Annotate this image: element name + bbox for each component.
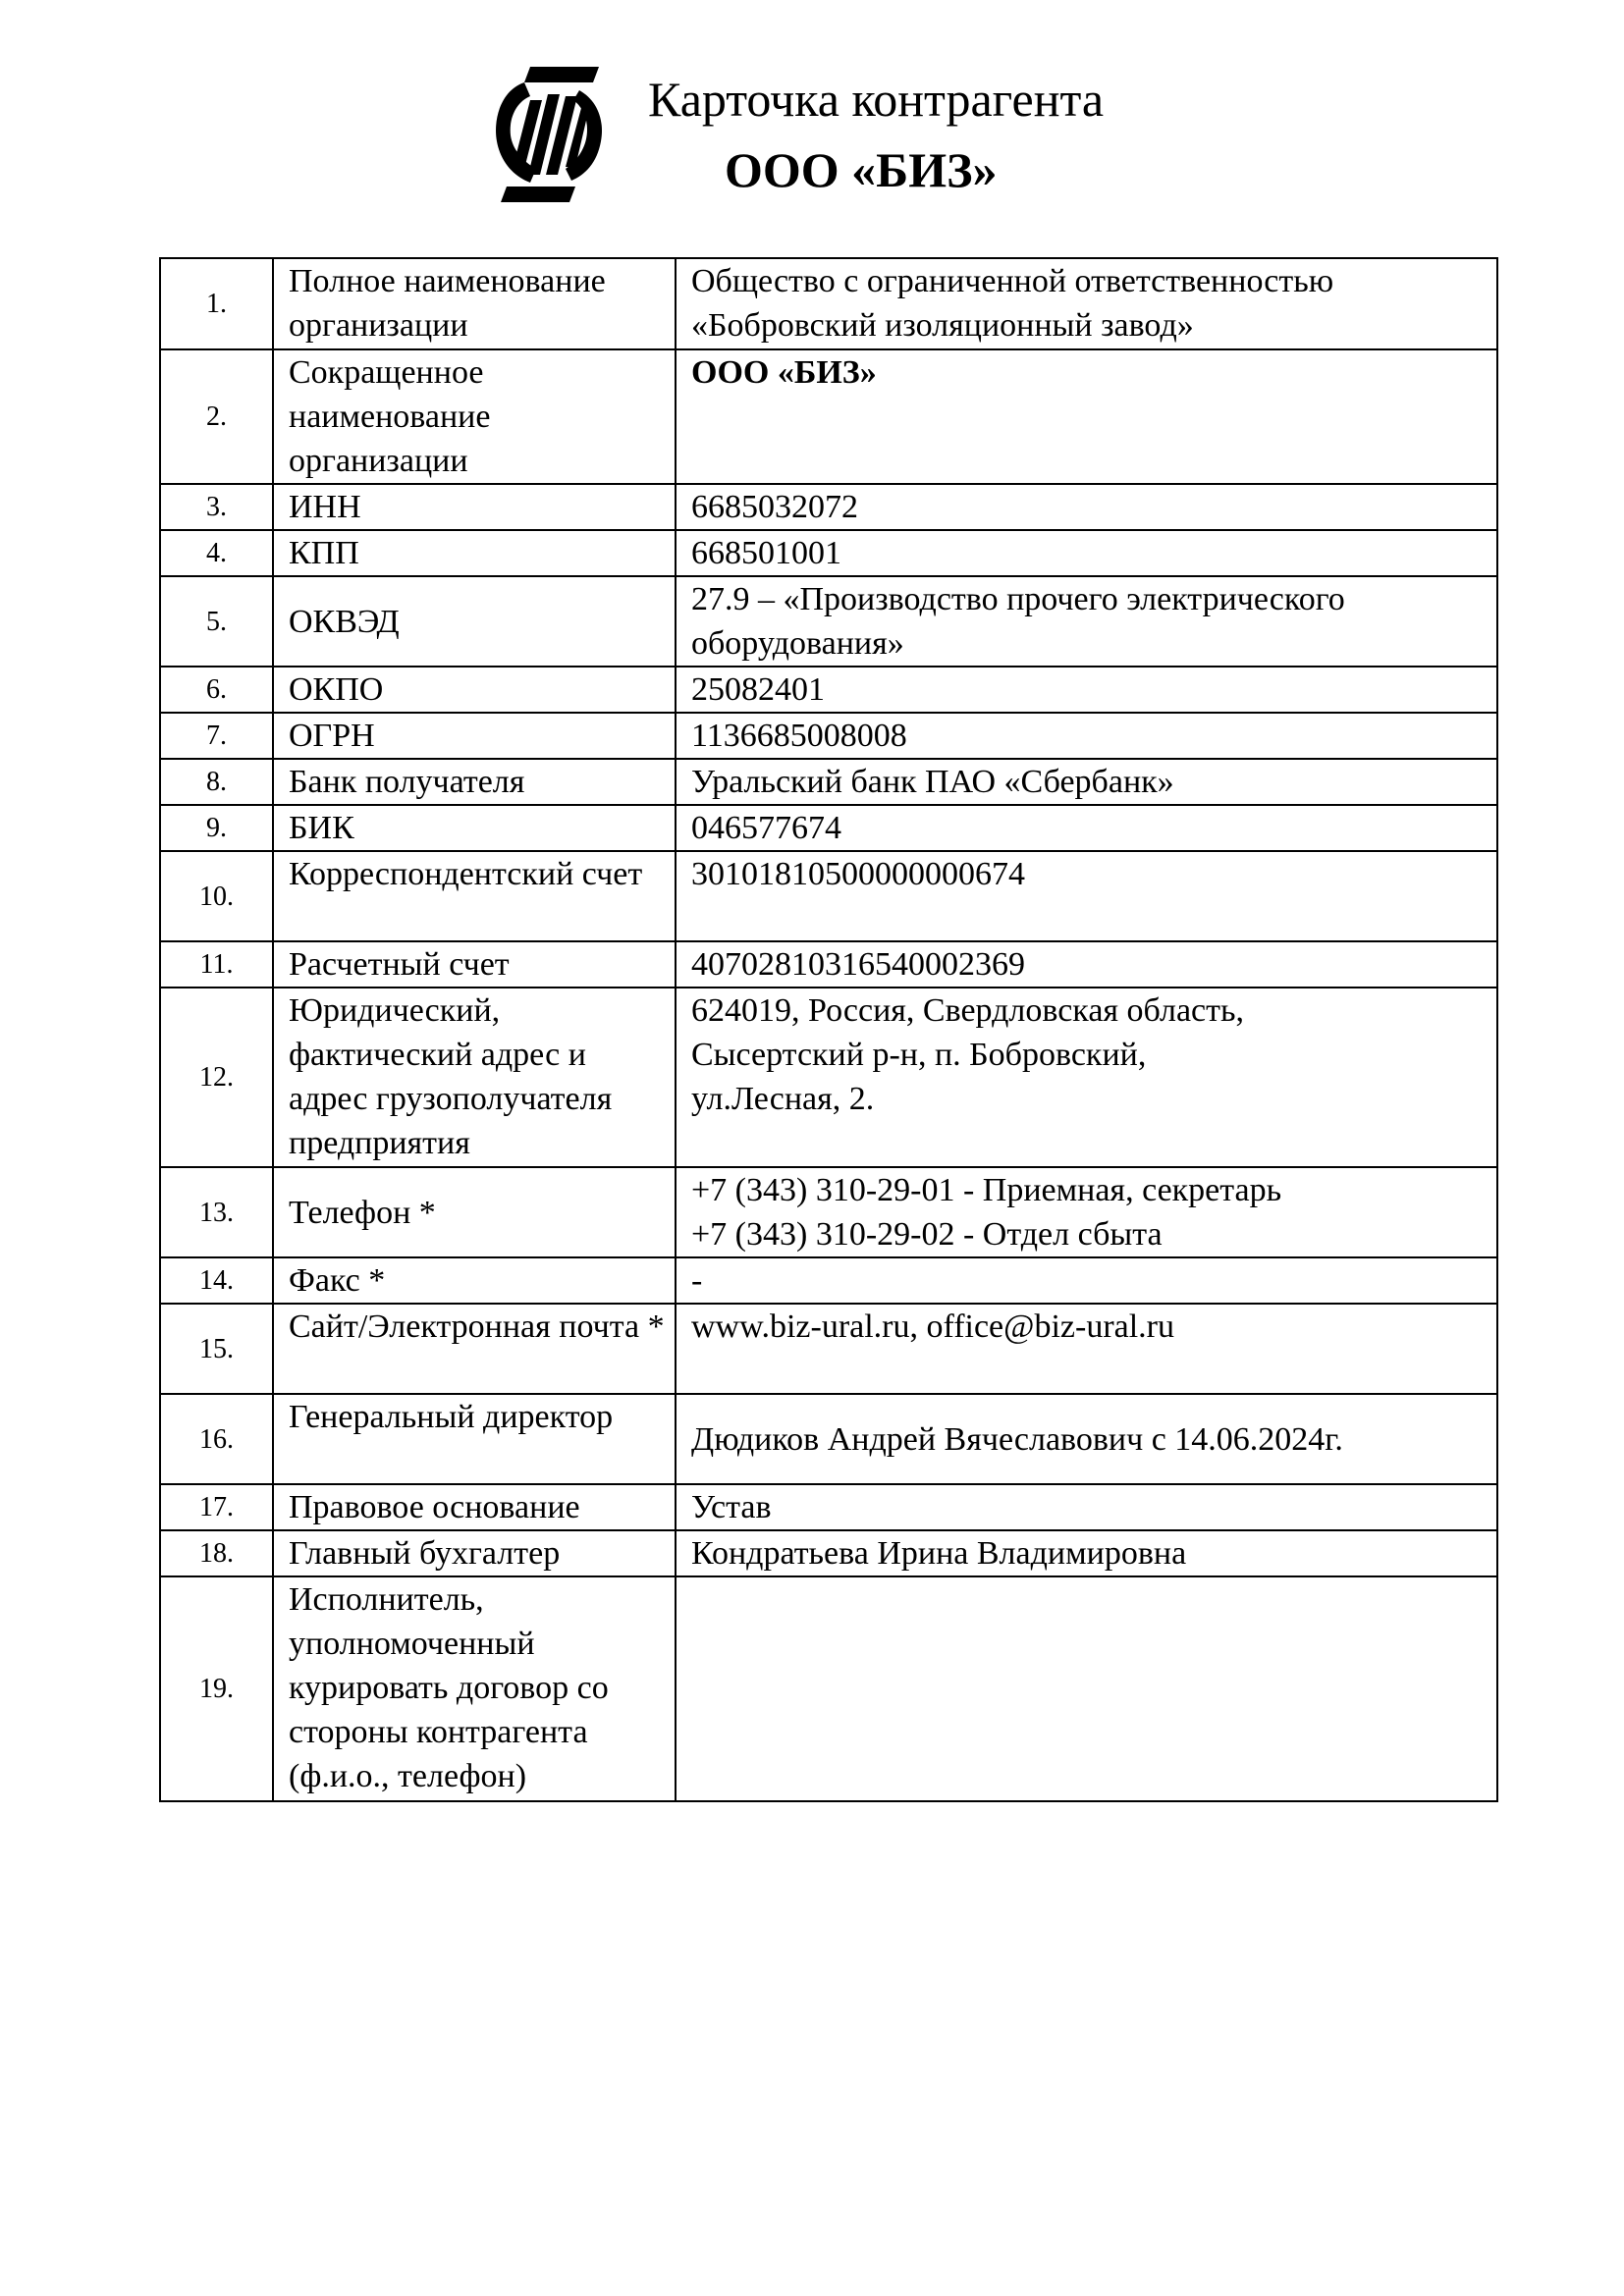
value-line: 6685032072 bbox=[691, 489, 858, 525]
table-row bbox=[160, 1304, 1497, 1394]
row-label: Юридический, фактический адрес и адрес грузополучателя предприятия bbox=[273, 988, 676, 1167]
row-label: БИК bbox=[273, 805, 676, 851]
value-line: - bbox=[691, 1262, 703, 1299]
counterparty-card-table bbox=[159, 257, 1498, 1802]
table-row bbox=[160, 576, 1497, 667]
row-value bbox=[676, 258, 1497, 349]
row-value bbox=[676, 484, 1497, 530]
row-number: 1. bbox=[160, 258, 273, 349]
row-number: 13. bbox=[160, 1167, 273, 1257]
row-value bbox=[676, 1304, 1497, 1394]
row-label: Расчетный счет bbox=[273, 941, 676, 988]
row-label: Генеральный директор bbox=[273, 1394, 676, 1484]
row-label: Сайт/Электронная почта * bbox=[273, 1304, 676, 1394]
row-value bbox=[676, 988, 1497, 1167]
table-row bbox=[160, 1484, 1497, 1530]
value-line: +7 (343) 310-29-02 - Отдел сбыта bbox=[691, 1216, 1163, 1253]
row-label: Факс * bbox=[273, 1257, 676, 1304]
row-label: Корреспондентский счет bbox=[273, 851, 676, 941]
table-row bbox=[160, 941, 1497, 988]
row-label: ИНН bbox=[273, 484, 676, 530]
table-row bbox=[160, 484, 1497, 530]
row-value bbox=[676, 1576, 1497, 1801]
row-value bbox=[676, 759, 1497, 805]
row-label: Сокращенное наименование организации bbox=[273, 349, 676, 484]
row-number: 15. bbox=[160, 1304, 273, 1394]
row-value bbox=[676, 667, 1497, 713]
table-row bbox=[160, 988, 1497, 1167]
row-number: 18. bbox=[160, 1530, 273, 1576]
row-value bbox=[676, 1257, 1497, 1304]
row-label: Главный бухгалтер bbox=[273, 1530, 676, 1576]
row-number: 3. bbox=[160, 484, 273, 530]
value-line: Уральский банк ПАО «Сбербанк» bbox=[691, 764, 1174, 800]
value-line: 1136685008008 bbox=[691, 718, 907, 754]
value-line: оборудования» bbox=[691, 625, 904, 662]
row-value bbox=[676, 941, 1497, 988]
value-line: Общество с ограниченной ответственностью bbox=[691, 263, 1334, 299]
row-value bbox=[676, 713, 1497, 759]
table-row bbox=[160, 805, 1497, 851]
value-line: 25082401 bbox=[691, 671, 825, 708]
row-number: 12. bbox=[160, 988, 273, 1167]
value-line: +7 (343) 310-29-01 - Приемная, секретарь bbox=[691, 1172, 1282, 1208]
row-label: Правовое основание bbox=[273, 1484, 676, 1530]
row-label: КПП bbox=[273, 530, 676, 576]
row-number: 14. bbox=[160, 1257, 273, 1304]
biz-logo-icon bbox=[491, 61, 609, 208]
row-number: 5. bbox=[160, 576, 273, 667]
value-line: 40702810316540002369 bbox=[691, 946, 1025, 983]
row-number: 6. bbox=[160, 667, 273, 713]
table-row bbox=[160, 1257, 1497, 1304]
table-row bbox=[160, 258, 1497, 349]
row-number: 16. bbox=[160, 1394, 273, 1484]
row-number: 9. bbox=[160, 805, 273, 851]
row-value bbox=[676, 805, 1497, 851]
row-number: 8. bbox=[160, 759, 273, 805]
row-label: ОГРН bbox=[273, 713, 676, 759]
table-row bbox=[160, 1576, 1497, 1801]
value-line: www.biz-ural.ru, office@biz-ural.ru bbox=[691, 1308, 1175, 1345]
row-label: Банк получателя bbox=[273, 759, 676, 805]
value-line: 27.9 – «Производство прочего электрического bbox=[691, 581, 1345, 617]
row-value bbox=[676, 1530, 1497, 1576]
value-line: 046577674 bbox=[691, 810, 841, 846]
row-value bbox=[676, 349, 1497, 484]
table-row bbox=[160, 530, 1497, 576]
row-value bbox=[676, 1167, 1497, 1257]
value-line: Устав bbox=[691, 1489, 772, 1525]
table-row bbox=[160, 1167, 1497, 1257]
table-row bbox=[160, 851, 1497, 941]
table-row bbox=[160, 713, 1497, 759]
value-line: 30101810500000000674 bbox=[691, 856, 1025, 892]
value-line: Дюдиков Андрей Вячеславович с 14.06.2024г. bbox=[691, 1420, 1343, 1458]
value-line: 624019, Россия, Свердловская область, bbox=[691, 992, 1245, 1029]
value-line: ул.Лесная, 2. bbox=[691, 1081, 875, 1117]
row-number: 2. bbox=[160, 349, 273, 484]
row-value bbox=[676, 851, 1497, 941]
row-value bbox=[676, 576, 1497, 667]
row-value bbox=[676, 1484, 1497, 1530]
row-label: ОКВЭД bbox=[273, 576, 676, 667]
row-number: 11. bbox=[160, 941, 273, 988]
value-line: 668501001 bbox=[691, 535, 841, 571]
row-label: ОКПО bbox=[273, 667, 676, 713]
table-row bbox=[160, 1530, 1497, 1576]
table-row bbox=[160, 349, 1497, 484]
row-label: Телефон * bbox=[273, 1167, 676, 1257]
value-line: «Бобровский изоляционный завод» bbox=[691, 307, 1194, 344]
value-line: ООО «БИЗ» bbox=[691, 354, 877, 391]
document-title: Карточка контрагента bbox=[648, 72, 1105, 127]
value-line: Кондратьева Ирина Владимировна bbox=[691, 1535, 1187, 1572]
table-row bbox=[160, 759, 1497, 805]
row-number: 7. bbox=[160, 713, 273, 759]
row-value bbox=[676, 530, 1497, 576]
row-label: Полное наименование организации bbox=[273, 258, 676, 349]
company-short-name-heading: ООО «БИЗ» bbox=[725, 142, 998, 197]
row-label: Исполнитель, уполномоченный курировать договор со стороны контрагента (ф.и.о., телефон) bbox=[273, 1576, 676, 1801]
table-row bbox=[160, 667, 1497, 713]
row-value bbox=[676, 1394, 1497, 1484]
row-number: 17. bbox=[160, 1484, 273, 1530]
value-line: Сысертский р-н, п. Бобровский, bbox=[691, 1037, 1147, 1073]
row-number: 19. bbox=[160, 1576, 273, 1801]
row-number: 4. bbox=[160, 530, 273, 576]
row-number: 10. bbox=[160, 851, 273, 941]
table-row bbox=[160, 1394, 1497, 1484]
